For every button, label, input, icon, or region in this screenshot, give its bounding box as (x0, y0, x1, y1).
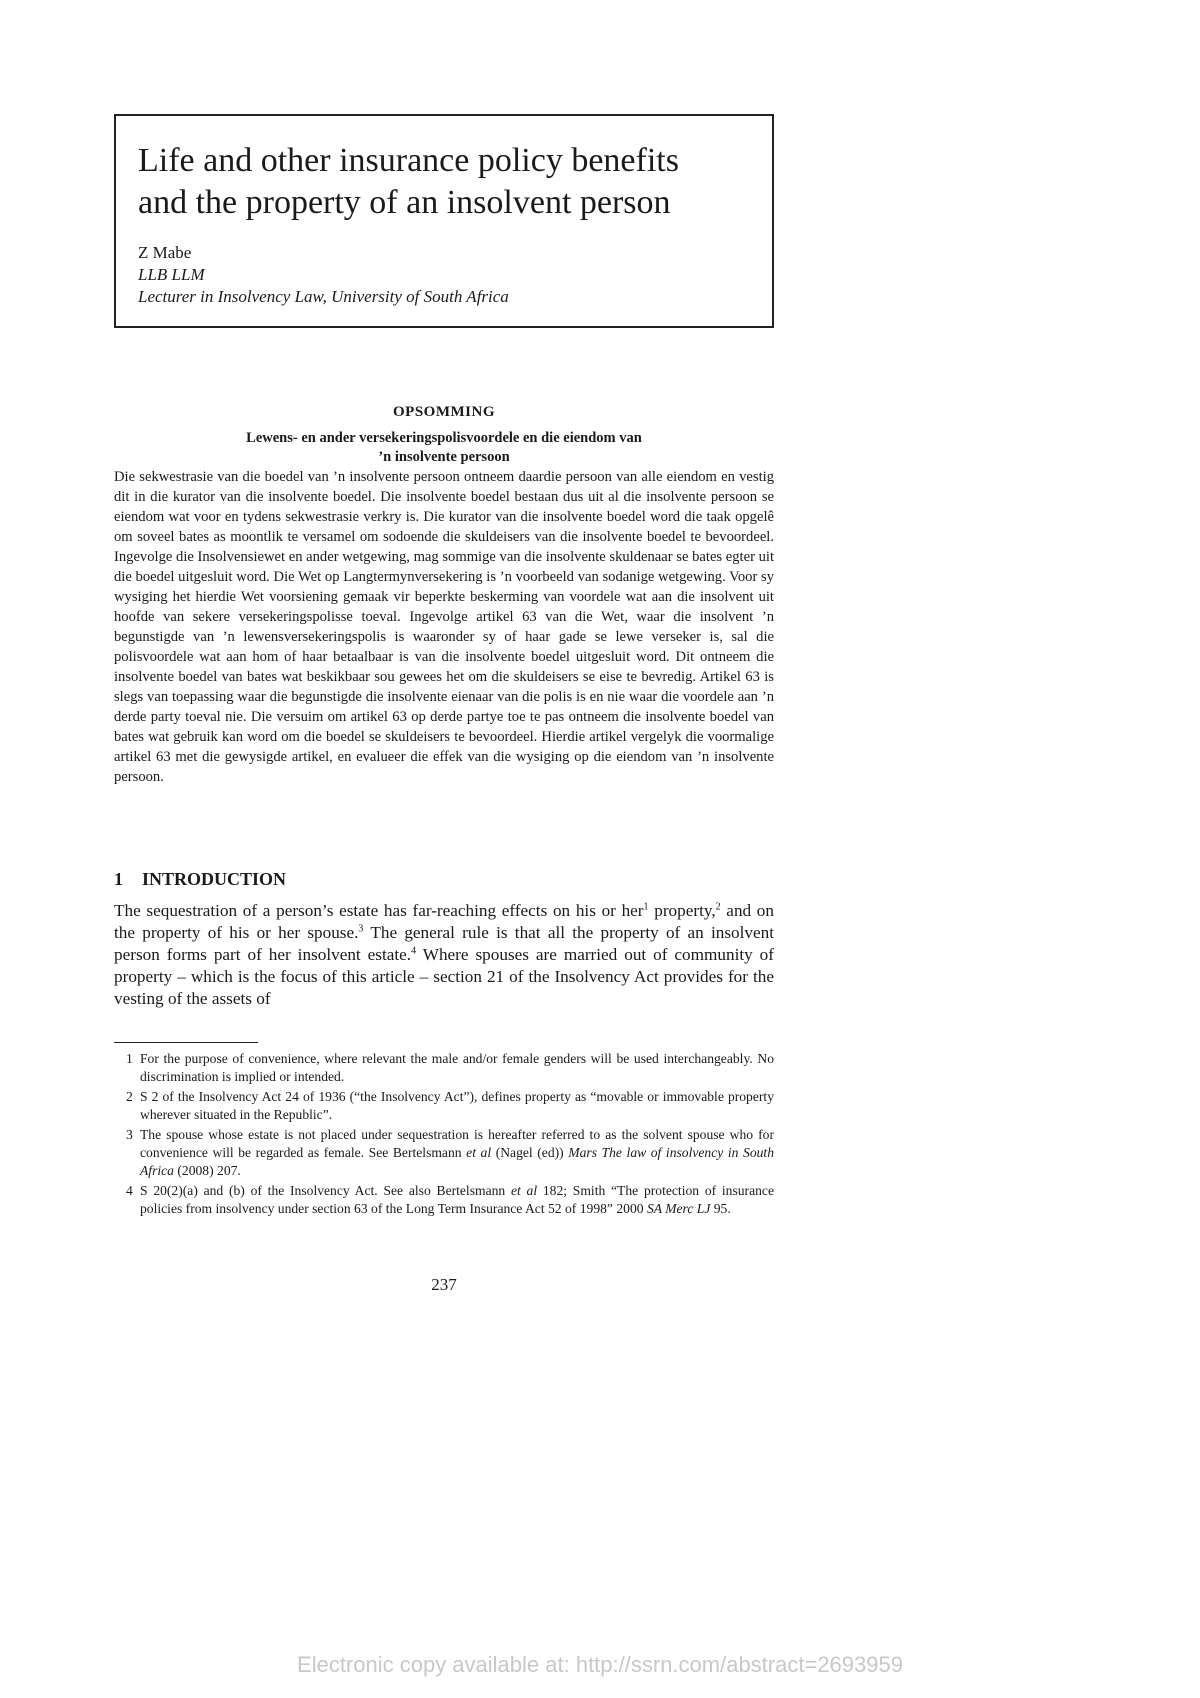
summary-body: Die sekwestrasie van die boedel van ’n insolvente persoon ontneem daardie persoon van alle eiendom en vestig dit in die kurator van die insolvente boedel. Die insolvente boedel bestaan dus uit al die insolvente persoon se eiendom wat voor en tydens sekwestrasie verkry is. Die kurator van die insolvente boedel word die taak opgelê om soveel bates as moontlik te versamel om sodoende die skuldeisers van die insolvente boedel te bevoordeel. Ingevolge die Insolvensiewet en ander wetgewing, mag sommige van die insolvente skuldenaar se bates egter uit die boedel uitgesluit word. Die Wet op Langtermynversekering is ’n voorbeeld van sodanige wetgewing. Voor sy wysiging het hierdie Wet voorsiening gemaak vir beperkte beskerming van voordele wat aan die insolvent uit hoofde van sekere versekeringspolisse toeval. Ingevolge artikel 63 van die Wet, waar die insolvent ’n begunstigde van ’n lewensversekeringspolis is waaronder sy of haar gade se lewe verseker is, sal die polisvoordele wat aan hom of haar betaalbaar is van die insolvente boedel uitgesluit word. Dit ontneem die insolvente boedel van bates wat beskikbaar sou gewees het om die skuldeisers se eise te bevredig. Artikel 63 is slegs van toepassing waar die begunstigde die insolvente eienaar van die polis is en nie waar die voordele aan ’n derde party toeval nie. Die versuim om artikel 63 op derde partye toe te pas ontneem die insolvente boedel van bates wat gebruik kan word om die boedel se skuldeisers te bevoordeel. Hierdie artikel vergelyk die voormalige artikel 63 met die gewysigde artikel, en evalueer die effek van die wysiging op die eiendom van ’n insolvente persoon. (114, 469, 774, 785)
footnote-text-part: S 20(2)(a) and (b) of the Insolvency Act. See also Bertelsmann (140, 1183, 511, 1198)
section-heading (114, 868, 774, 890)
introduction-section (114, 868, 774, 1010)
paper-title (138, 140, 750, 224)
footnote-3 (114, 1126, 774, 1180)
intro-text-c: and on the property of his or her spouse. (114, 901, 774, 942)
footnote-number: 2 (126, 1089, 133, 1104)
intro-text-b: property, (654, 901, 716, 920)
section-number: 1 (114, 869, 123, 889)
author-degree: LLB LLM (138, 265, 205, 284)
summary-subheading-line-2: ’n insolvente persoon (378, 449, 510, 465)
footnote-italic: Mars The law of insolvency in South Africa (140, 1145, 774, 1178)
footnote-number: 1 (126, 1051, 133, 1066)
footnote-text: For the purpose of convenience, where relevant the male and/or female genders will be used interchangeably. No discrimination is implied or intended. (140, 1051, 774, 1084)
footnote-2 (114, 1088, 774, 1124)
footnote-text-part: 182; Smith “The protection of insurance policies from insolvency under section 63 of the Long Term Insurance Act 52 of 1998” 2000 (140, 1183, 774, 1216)
summary-section (114, 404, 774, 787)
footnote-divider (114, 1042, 258, 1043)
intro-text-e: Where spouses are married out of community of property – which is the focus of this article – section 21 of the Insolvency Act provides for the vesting of the assets of (114, 945, 774, 1008)
author-name: Z Mabe (138, 243, 192, 262)
introduction-paragraph (114, 900, 774, 1010)
title-line-2: and the property of an insolvent person (138, 184, 671, 221)
section-title: INTRODUCTION (142, 869, 287, 889)
author-affiliation: Lecturer in Insolvency Law, University of South Africa (138, 287, 509, 306)
ssrn-footer: Electronic copy available at: http://ssrn.com/abstract=2693959 (297, 1652, 903, 1677)
footnote-text-part: (Nagel (ed)) (491, 1145, 569, 1160)
footnote-text-part: 95. (710, 1201, 731, 1216)
footnote-text (140, 1182, 774, 1218)
footnote-number: 4 (126, 1183, 133, 1198)
footnote-4 (114, 1182, 774, 1218)
footnote-ref-1[interactable]: 1 (643, 901, 649, 913)
footnote-number: 3 (126, 1127, 133, 1142)
intro-text-a: The sequestration of a person’s estate has far-reaching effects on his or her (114, 901, 644, 920)
footnote-text-part: (2008) 207. (173, 1163, 241, 1178)
footnote-ref-4[interactable]: 4 (411, 945, 417, 957)
footnote-ref-3[interactable]: 3 (358, 923, 364, 935)
summary-subheading-line-1: Lewens- en ander versekeringspolisvoordele en die eiendom van (246, 430, 642, 446)
footnote-text-part: The spouse whose estate is not placed under sequestration is hereafter referred to as the solvent spouse who for convenience will be regarded as female. See Bertelsmann (140, 1127, 774, 1160)
footnote-italic: SA Merc LJ (646, 1201, 711, 1216)
title-line-1: Life and other insurance policy benefits (138, 142, 679, 179)
title-box (114, 114, 774, 328)
summary-heading: OPSOMMING (393, 404, 495, 420)
intro-text-d: The general rule is that all the property of an insolvent person forms part of her insolvent estate. (114, 923, 775, 964)
footnote-italic: et al (510, 1183, 538, 1198)
footnote-italic: et al (466, 1145, 492, 1160)
footnotes (114, 1050, 774, 1220)
footnote-text: S 2 of the Insolvency Act 24 of 1936 (“the Insolvency Act”), defines property as “movable or immovable property wherever situated in the Republic”. (140, 1089, 774, 1122)
page-number: 237 (431, 1275, 457, 1294)
footnote-text (140, 1126, 774, 1180)
footnote-ref-2[interactable]: 2 (715, 901, 721, 913)
footnote-1 (114, 1050, 774, 1086)
